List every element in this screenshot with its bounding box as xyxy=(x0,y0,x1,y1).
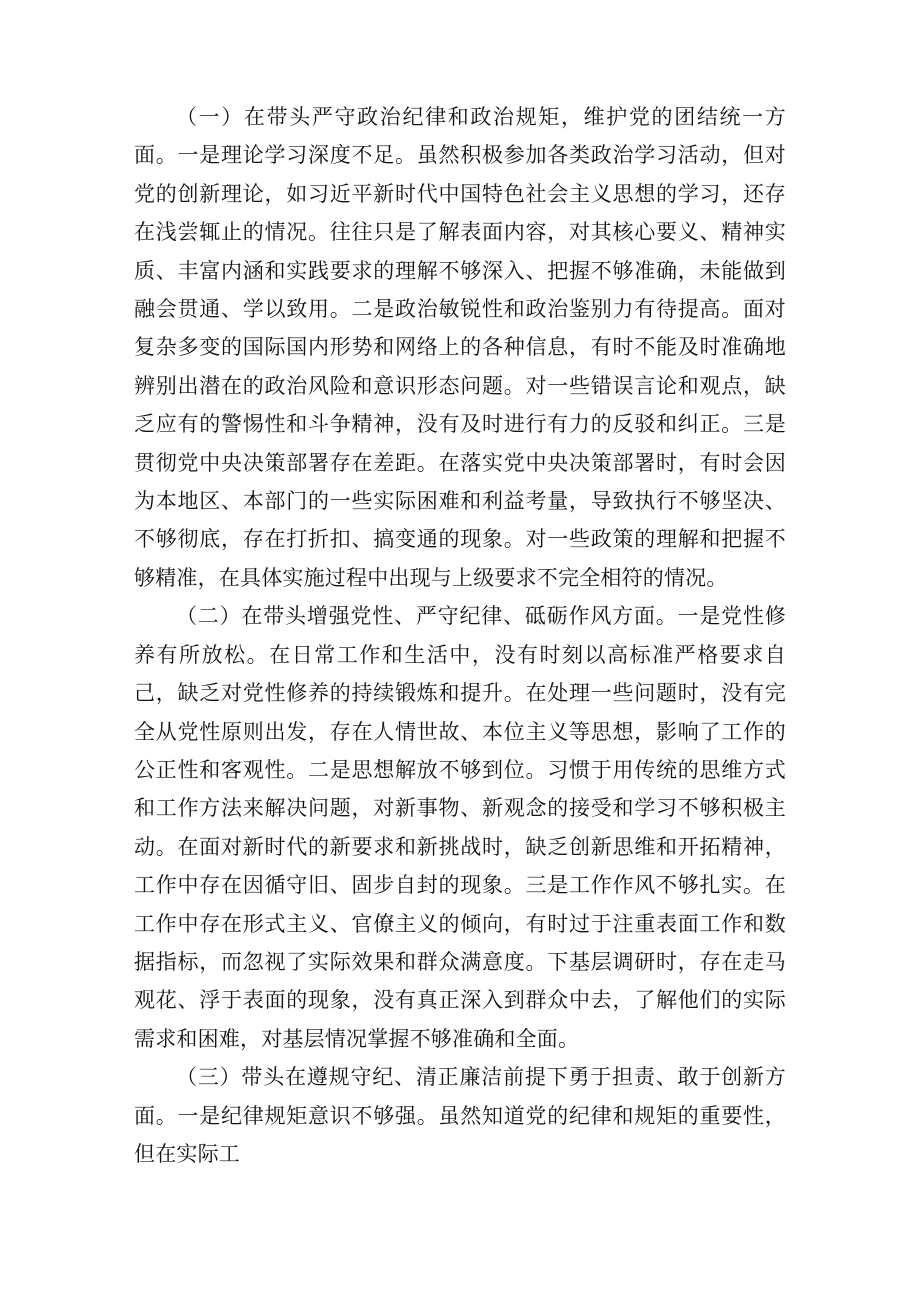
paragraph-responsibility-innovation: （三）带头在遵规守纪、清正廉洁前提下勇于担责、敢于创新方面。一是纪律规矩意识不够强。虽然知道党的纪律和规矩的重要性，但在实际工 xyxy=(134,1065,786,1166)
paragraph-party-spirit: （二）在带头增强党性、严守纪律、砥砺作风方面。一是党性修养有所放松。在日常工作和生活中，没有时刻以高标准严格要求自己，缺乏对党性修养的持续锻炼和提升。在处理一些问题时，没有完全从党性原则出发，存在人情世故、本位主义等思想，影响了工作的公正性和客观性。二是思想解放不够到位。习惯于用传统的思维方式和工作方法来解决问题，对新事物、新观念的接受和学习不够积极主动。在面对新时代的新要求和新挑战时，缺乏创新思维和开拓精神，工作中存在因循守旧、固步自封的现象。三是工作作风不够扎实。在工作中存在形式主义、官僚主义的倾向，有时过于注重表面工作和数据指标，而忽视了实际效果和群众满意度。下基层调研时，存在走马观花、浮于表面的现象，没有真正深入到群众中去，了解他们的实际需求和困难，对基层情况掌握不够准确和全面。 xyxy=(134,604,786,1051)
document-body xyxy=(134,98,786,1173)
paragraph-political-discipline: （一）在带头严守政治纪律和政治规矩，维护党的团结统一方面。一是理论学习深度不足。虽然积极参加各类政治学习活动，但对党的创新理论，如习近平新时代中国特色社会主义思想的学习，还存在浅尝辄止的情况。往往只是了解表面内容，对其核心要义、精神实质、丰富内涵和实践要求的理解不够深入、把握不够准确，未能做到融会贯通、学以致用。二是政治敏锐性和政治鉴别力有待提高。面对复杂多变的国际国内形势和网络上的各种信息，有时不能及时准确地辨别出潜在的政治风险和意识形态问题。对一些错误言论和观点，缺乏应有的警惕性和斗争精神，没有及时进行有力的反驳和纠正。三是贯彻党中央决策部署存在差距。在落实党中央决策部署时，有时会因为本地区、本部门的一些实际困难和利益考量，导致执行不够坚决、不够彻底，存在打折扣、搞变通的现象。对一些政策的理解和把握不够精准，在具体实施过程中出现与上级要求不完全相符的情况。 xyxy=(134,105,786,590)
